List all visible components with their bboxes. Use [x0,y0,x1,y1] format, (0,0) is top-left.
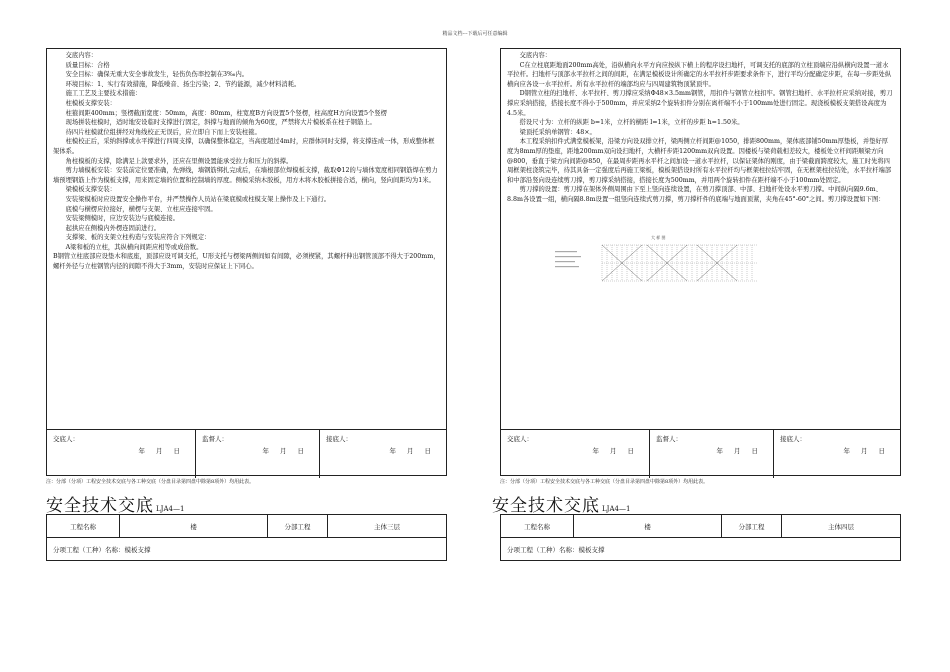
date-line [380,446,433,455]
paragraph: 剪刀撑的设置：剪刀撑在架体外侧周围由下至上竖向连续设置，在剪刀撑顶部、中部、扫地杆处设水平剪刀撑。中间纵向隔9.6m、8.8m各设置一组，横向隔8.8m设置一组竖向连续式剪刀撑，剪刀撑杆件的底端与地面顶紧，夹角在45°-60°之间。剪刀撑设置如下图： [507,186,885,203]
year-char: 年 [389,447,397,455]
form-footnote: 注：分部（分项）工程安全技术交底与各工种交底（分盘目录第四盘中除第8项外）均用此表。 [500,479,709,485]
date-line [834,446,887,455]
paragraph: 柱箍间距400mm；竖楞截面宽度：50mm，高度：80mm，柱宽度B方向设置5个竖楞，柱高度H方向设置5个竖楞 [65,109,387,117]
paragraph: 安装梁侧模时，应边安装边与底模连接。 [65,215,179,223]
right-content [501,49,900,429]
form-footnote: 注：分部（分项）工程安全技术交底与各工种交底（分盘目录第四盘中除第8项外）均用此表。 [46,479,255,485]
day-char: 日 [297,447,305,455]
work-item-row: 分项工程（工种）名称：模板支撑 [507,545,605,554]
sub-project-label: 分部工程 [721,515,781,537]
paragraph: D钢管立柱的扫地杆、水平拉杆、剪刀撑应采纳Φ48×3.5mm钢管，用扣件与钢管立柱扣牢。钢管扫地杆、水平拉杆应采纳对接，剪刀撑应采纳搭接，搭接长度不得小于500mm，并应采纳2个旋转扣件分别在离杆端不小于100mm处进行固定。现浇板模板支架搭设高度为4.5米。 [507,90,893,117]
supervisor-cell [195,430,319,478]
paragraph: 安全目标：确保无重大安全事故发生，轻伤负伤率控制在3‰内。 [65,71,249,79]
sub-project-value: 主体三层 [327,515,446,537]
paragraph: A梁和板的立柱，其纵横向间距应相等或成倍数。 [65,243,203,251]
year-char: 年 [592,447,600,455]
day-char: 日 [424,447,432,455]
project-info-table [46,514,447,561]
year-char: 年 [262,447,270,455]
date-line [253,446,306,455]
day-char: 日 [627,447,635,455]
left-content [47,49,446,429]
supervisor-label: 监督人： [656,435,682,443]
sub-project-value: 主体四层 [781,515,900,537]
month-char: 月 [861,447,869,455]
month-char: 月 [280,447,288,455]
project-info-table [500,514,901,561]
paragraph: 本工程采纳扣件式满堂模板架，沿梁方向设双排立杆，梁两侧立杆间距@1050，排距800mm，架体底部铺50mm厚垫板，并垫好厚度为8mm厚的垫座，距地200mm双向设扫地杆，大横杆步距1200mm双向设置。因楼板与梁荷载相差较大，楼板处立杆间距顺梁方向@800，垂直于梁方向间距@850，在最周步距再水平杆之间加设一道水平拉杆，以保证架体的刚度，由于梁截面跨度较大，施工时先将四周框架柱浇筑完毕，待其具备一定强度后再施工梁板，模板架搭设时所有水平拉杆均与框架柱拉结牢固，在无框架柱拉结处，水平拉杆端部和中部沿竖向设连续剪刀撑，剪刀撑采纳搭接，搭接长度为500mm，并用两个旋转扣件在距杆端不小于100mm处固定。 [507,138,892,184]
project-name-value: 楼 [119,515,267,537]
work-item-row: 分项工程（工种）名称：模板支撑 [53,545,151,554]
date-line [707,446,760,455]
month-char: 月 [156,447,164,455]
paragraph: 底模与横楞应拉接好，横楞与支架、立柱应连接牢固。 [65,205,217,213]
form-title [492,491,630,516]
supervisor-label: 监督人： [202,435,228,443]
paragraph: C在立柱底距地面200mm高处，沿纵横向水平方向应按纵下横上的程序设扫地杆，可调支托的底部的立柱顶端应沿纵横向设置一道水平拉杆。扫地杆与顶部水平拉杆之间的间距，在满足模板设计所确定的水平拉杆步距要求条件下，进行平均分配确定步距，在每一步距处纵横向应各设一水平拉杆。所有水平拉杆的端部均应与四周建筑物顶紧顶牢。 [507,61,892,88]
month-char: 月 [610,447,618,455]
year-char: 年 [843,447,851,455]
receiver-cell [773,430,900,478]
paragraph: 待四片柱模就位组拼经对角线校正无误后，应立即自下而上安装柱箍。 [65,128,261,136]
project-row [47,515,446,538]
project-name-label: 工程名称 [524,522,550,531]
form-title [46,491,184,516]
discloser-label: 交底人： [507,435,533,443]
year-char: 年 [716,447,724,455]
paragraph: 柱模校正后，采纳斜撑或水平撑进行四周支撑，以确保整体稳定，当高度超过4m时，应群体同时支撑，将支撑连成一体，形成整体框架体系。 [53,138,435,155]
day-char: 日 [751,447,759,455]
paragraph: 环境目标：1、实行有效措施，降低噪音、扬尘污染；2、节约能源，减少材料消耗。 [65,80,301,88]
project-row [501,515,900,538]
scissor-brace-diagram [547,233,757,293]
paragraph: 起拱应在侧模内外楞连固前进行。 [65,224,161,232]
receiver-label: 接底人： [780,435,806,443]
project-name-value: 楼 [573,515,721,537]
paragraph: 梁顶托采纳单钢管：48×。 [519,128,596,136]
right-disclosure-panel [500,48,901,476]
paragraph: 交底内容： [519,52,552,59]
paragraph: 剪力墙模板安装：安装前定位要准确，先弹线，墙钢筋绑扎完成后，在墙根部位焊模板支撑，截取Φ12的与墙体宽度相同钢筋焊在剪力墙预埋钢筋上作为模板支撑，用来固定墙的位置和控制墙的厚度。侧模采纳木胶板，用方木将木胶板拼接合适，横向，竖向间距均为1米。 [53,167,438,184]
supervisor-cell [649,430,773,478]
discloser-label: 交底人： [53,435,79,443]
paragraph: 柱模板支撑安装： [65,99,116,107]
paragraph: 现场拼装柱模时，适时地安设临时支撑进行固定，斜撑与地面的倾角为60度，严禁将大片模板系在柱子钢筋上。 [65,119,376,127]
year-char: 年 [138,447,146,455]
paragraph: 搭设尺寸为：立杆的纵距 b=1米，立杆的横距 l=1米，立杆的步距 h=1.50米。 [519,119,744,127]
discloser-cell [47,430,195,478]
form-code: LJA4—1 [602,505,631,513]
paragraph: 施工工艺及主要技术措施： [65,90,142,98]
paragraph: 质量目标：合格 [65,61,110,69]
title-text: 安全技术交底 [46,496,154,516]
paragraph: 角柱模板的支撑，除满足上款要求外，还应在里侧设置能承受拉力和压力的斜撑。 [65,157,293,165]
date-line [583,446,636,455]
header-note: 精品文档---下载后可任意编辑 [442,31,508,37]
discloser-cell [501,430,649,478]
month-char: 月 [734,447,742,455]
month-char: 月 [407,447,415,455]
paragraph: B钢管立柱底部应设垫木和底座，顶部应设可调支托，U形支托与楞梁两侧间如有间隙，必须楔紧，其螺杆伸出钢管顶部不得大于200mm，螺杆外径与立柱钢管内径的间隙不得大于3mm，安装时应保证上下同心。 [53,253,440,271]
receiver-label: 接底人： [326,435,352,443]
signature-row [47,429,446,478]
scissor-brace-drawing [547,233,757,293]
title-text: 安全技术交底 [492,496,600,516]
paragraph: 交底内容： [65,52,98,59]
paragraph: 梁模板支撑安装： [65,186,116,194]
sub-project-label: 分部工程 [267,515,327,537]
day-char: 日 [878,447,886,455]
paragraph: 支撑梁、板的支架立柱构造与安装应符合下列规定： [65,234,211,242]
project-name-label: 工程名称 [70,522,96,531]
diagram-label: 大 样 图 [651,234,666,240]
receiver-cell [319,430,446,478]
left-disclosure-panel [46,48,447,476]
form-code: LJA4—1 [156,505,185,513]
day-char: 日 [173,447,181,455]
date-line [129,446,182,455]
signature-row [501,429,900,478]
paragraph: 安装梁模板时应设置安全操作平台，并严禁操作人员站在梁底模或柱模支架上操作及上下通行。 [65,195,331,203]
